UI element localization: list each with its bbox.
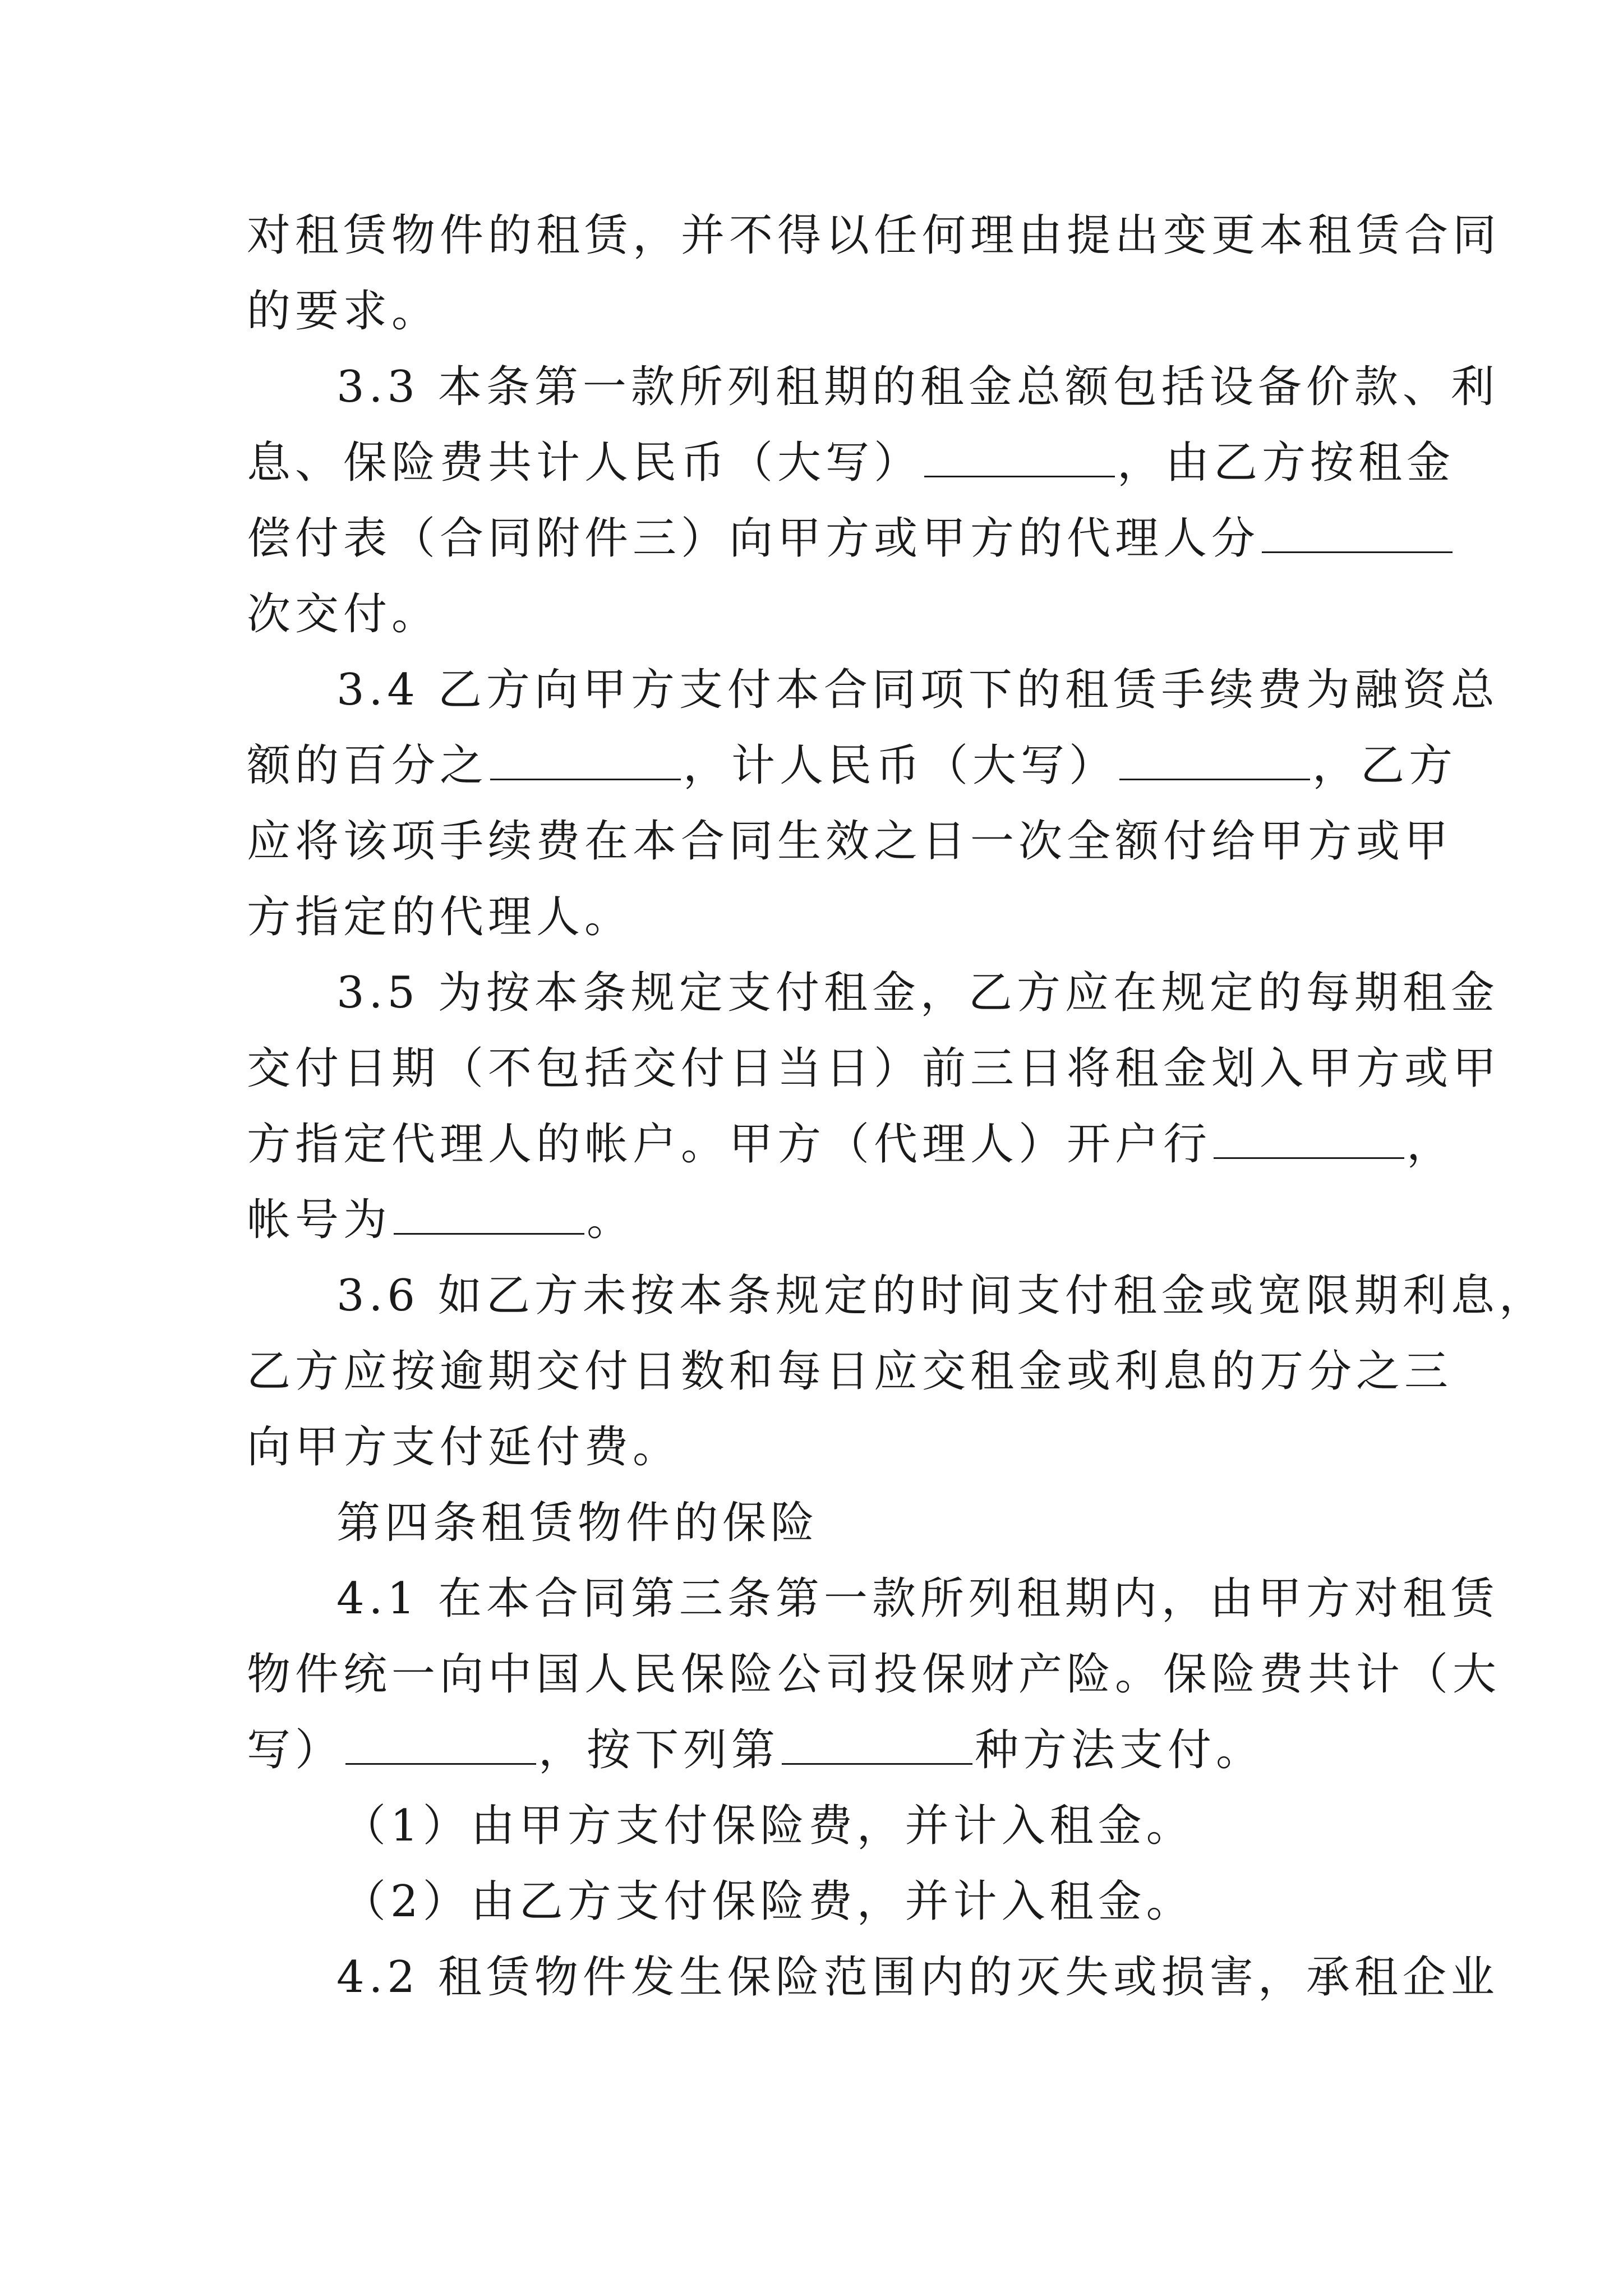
blank-field (924, 436, 1115, 477)
clause-4-1: 4.1 在本合同第三条第一款所列租期内，由甲方对租赁 (336, 1573, 1499, 1624)
text-line: 方指定代理人的帐户。甲方（代理人）开户行 ， (247, 1119, 1455, 1170)
text-line: 物件统一向中国人民保险公司投保财产险。保险费共计（大 (247, 1649, 1501, 1700)
blank-field (1262, 512, 1453, 553)
article-4-heading: 第四条租赁物件的保险 (336, 1498, 819, 1548)
text-line: 向甲方支付延付费。 (247, 1422, 681, 1473)
clause-3-4: 3.4 乙方向甲方支付本合同项下的租赁手续费为融资总 (336, 665, 1499, 715)
option-1: （1）由甲方支付保险费，并计入租金。 (342, 1801, 1195, 1851)
clause-3-6: 3.6 如乙方未按本条规定的时间支付租金或宽限期利息， (336, 1271, 1547, 1321)
text-line: 方指定的代理人。 (247, 892, 633, 942)
blank-field (1214, 1118, 1404, 1159)
text-line: 的要求。 (247, 286, 440, 337)
blank-field (782, 1724, 972, 1765)
text-line: 息、保险费共计人民币（大写） ，由乙方按租金 (247, 438, 1455, 488)
blank-field (490, 739, 681, 780)
blank-field (345, 1724, 536, 1765)
text-line: 交付日期（不包括交付日当日）前三日将租金划入甲方或甲 (247, 1043, 1501, 1094)
clause-3-5: 3.5 为按本条规定支付租金，乙方应在规定的每期租金 (336, 968, 1499, 1018)
text-line: 应将该项手续费在本合同生效之日一次全额付给甲方或甲 (247, 816, 1453, 867)
blank-field (394, 1194, 584, 1235)
option-2: （2）由乙方支付保险费，并计入租金。 (342, 1876, 1195, 1927)
text-line: 乙方应按逾期交付日数和每日应交租金或利息的万分之三 (247, 1346, 1453, 1397)
clause-4-2: 4.2 租赁物件发生保险范围内的灭失或损害，承租企业 (336, 1952, 1499, 2003)
text-line: 帐号为 。 (247, 1195, 635, 1245)
clause-3-3: 3.3 本条第一款所列租期的租金总额包括设备价款、利 (336, 362, 1499, 412)
text-line: 偿付表（合同附件三）向甲方或甲方的代理人分 (247, 510, 1455, 567)
text-line: 次交付。 (247, 589, 440, 639)
text-line: 额的百分之 ，计人民币（大写） ，乙方 (247, 740, 1458, 791)
text-line: 对租赁物件的租赁，并不得以任何理由提出变更本租赁合同 (247, 210, 1501, 261)
blank-field (1119, 739, 1310, 780)
text-line: 写） ，按下列第 种方法支付。 (247, 1725, 1265, 1775)
